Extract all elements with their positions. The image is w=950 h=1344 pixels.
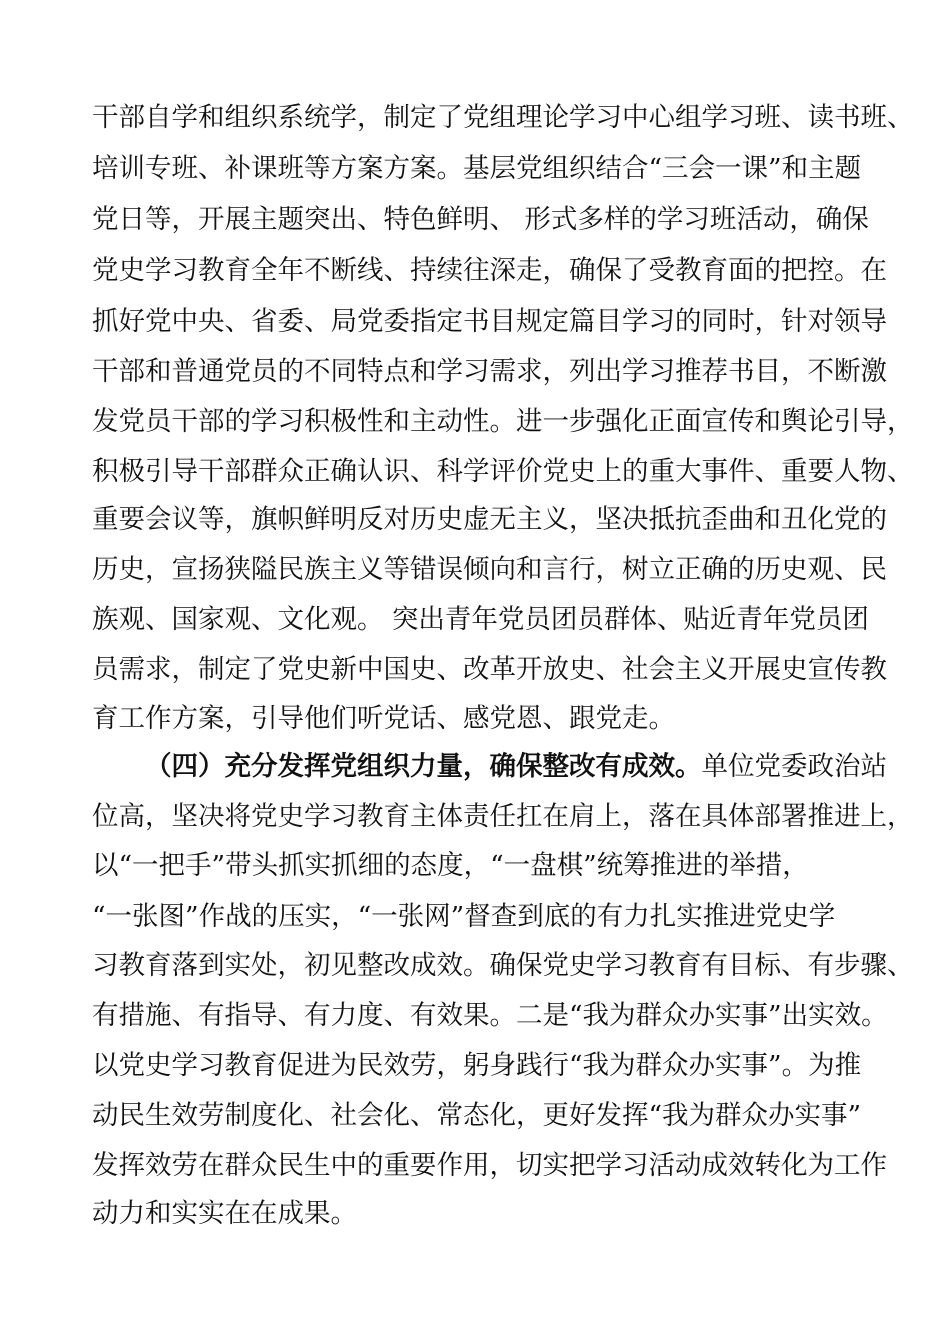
text-line: 有措施、有指导、有力度、有效果。二是“我为群众办实事”出实效。 — [92, 1000, 888, 1031]
text-line: 族观、国家观、文化观。 突出青年党员团员群体、贴近青年党员团 — [92, 604, 869, 635]
section-heading-continuation: 单位党委政治站 — [701, 751, 887, 782]
text-line: 以党史学习教育促进为民效劳，躬身践行“我为群众办实事”。为推 — [92, 1050, 862, 1081]
text-line: 党日等，开展主题突出、特色鲜明、 形式多样的学习班活动，确保 — [92, 204, 869, 235]
text-line: 动民生效劳制度化、社会化、常态化，更好发挥“我为群众办实事” — [92, 1100, 862, 1131]
text-line: 习教育落到实处，初见整改成效。确保党史学习教育有目标、有步骤、 — [92, 950, 914, 981]
text-line: 抓好党中央、省委、局党委指定书目规定篇目学习的同时，针对领导 — [92, 306, 887, 337]
text-line: 育工作方案，引导他们听党话、感党恩、跟党走。 — [92, 703, 675, 734]
text-line: 党史学习教育全年不断线、持续往深走，确保了受教育面的把控。在 — [92, 255, 887, 286]
text-line: 发挥效劳在群众民生中的重要作用，切实把学习活动成效转化为工作 — [92, 1150, 887, 1181]
text-line: “一张图”作战的压实，“一张网”督查到底的有力扎实推进党史学 — [92, 901, 836, 932]
text-line: 员需求，制定了党史新中国史、改革开放史、社会主义开展史宣传教 — [92, 654, 887, 685]
text-line: 位高，坚决将党史学习教育主体责任扛在肩上，落在具体部署推进上， — [92, 801, 914, 832]
text-line: 积极引导干部群众正确认识、科学评价党史上的重大事件、重要人物、 — [92, 456, 914, 487]
text-line: 干部和普通党员的不同特点和学习需求，列出学习推荐书目，不断激 — [92, 356, 887, 387]
text-line: 以“一把手”带头抓实抓细的态度，“一盘棋”统筹推进的举措， — [92, 850, 809, 881]
text-line: 重要会议等，旗帜鲜明反对历史虚无主义，坚决抵抗歪曲和丑化党的 — [92, 504, 887, 535]
section-heading-line — [145, 747, 935, 787]
text-line: 培训专班、补课班等方案方案。基层党组织结合“三会一课”和主题 — [92, 153, 862, 184]
text-line: 发党员干部的学习积极性和主动性。进一步强化正面宣传和舆论引导， — [92, 406, 914, 437]
text-line: 干部自学和组织系统学，制定了党组理论学习中心组学习班、读书班、 — [92, 102, 914, 133]
text-line: 历史，宣扬狭隘民族主义等错误倾向和言行，树立正确的历史观、民 — [92, 554, 887, 585]
text-line: 动力和实实在在成果。 — [92, 1198, 357, 1229]
section-heading: （四）充分发挥党组织力量，确保整改有成效。 — [145, 751, 702, 782]
